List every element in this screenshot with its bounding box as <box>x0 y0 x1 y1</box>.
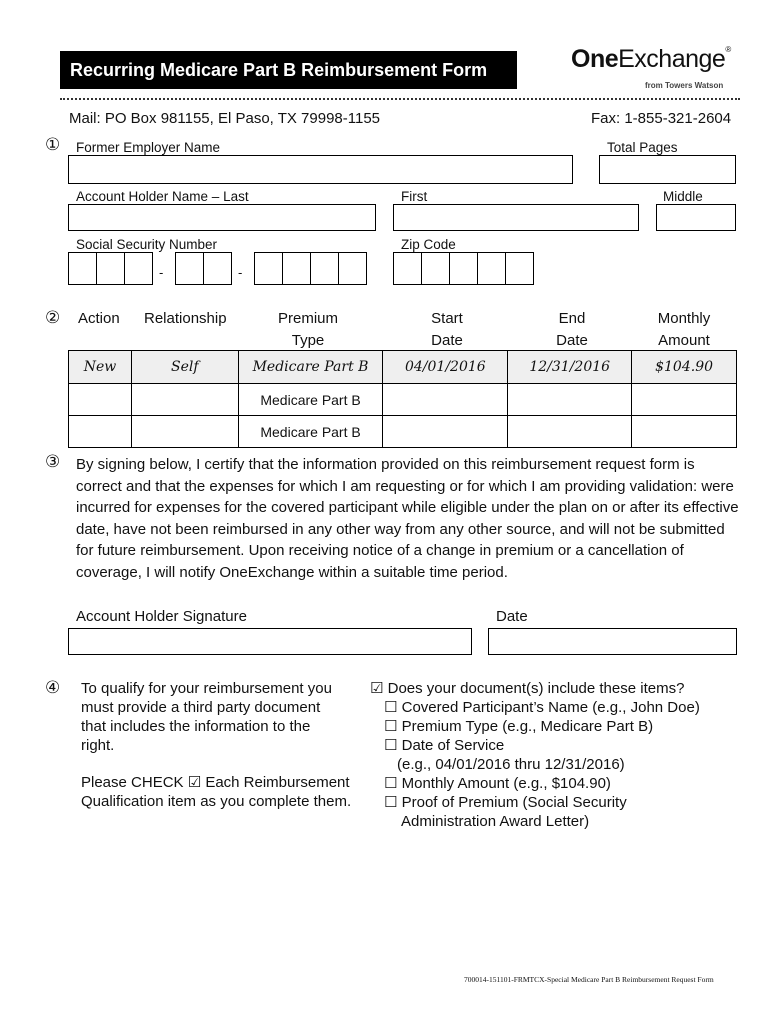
last-name-label: Account Holder Name – Last <box>76 189 249 204</box>
start-date-cell[interactable]: 04/01/2016 <box>383 351 508 384</box>
action-cell[interactable]: New <box>69 351 132 384</box>
checklist-item[interactable]: ☐ Premium Type (e.g., Medicare Part B) <box>384 718 654 735</box>
relationship-cell[interactable]: Self <box>131 351 238 384</box>
mail-address: Mail: PO Box 981155, El Paso, TX 79998-1155 <box>69 110 381 127</box>
table-row <box>69 351 737 384</box>
checklist-item[interactable]: ☐ Monthly Amount (e.g., $104.90) <box>384 775 611 792</box>
col-header-end-line1: End <box>558 310 586 327</box>
form-code-footer: 700014-151101-FRMTCX-Special Medicare Part B Reimbursement Request Form <box>464 975 714 984</box>
col-header-start-date <box>397 308 497 352</box>
ssn-serial-field[interactable] <box>254 252 366 285</box>
end-date-cell[interactable]: 12/31/2016 <box>508 351 632 384</box>
checklist-question[interactable]: ☑ Does your document(s) include these items? <box>370 680 685 697</box>
signature-date-label: Date <box>496 608 528 625</box>
col-header-start-line2: Date <box>431 332 463 349</box>
end-date-cell[interactable] <box>508 416 632 448</box>
logo-one: One <box>571 45 619 73</box>
last-name-field[interactable] <box>68 204 376 231</box>
monthly-amount-cell[interactable] <box>632 416 737 448</box>
relationship-cell[interactable] <box>131 416 238 448</box>
premium-type-cell: Medicare Part B <box>238 416 383 448</box>
section-4-marker: ④ <box>45 678 61 697</box>
instruction-line: Qualification item as you complete them. <box>81 793 352 810</box>
fax-number: Fax: 1-855-321-2604 <box>591 110 732 127</box>
instruction-line: To qualify for your reimbursement you <box>81 680 332 697</box>
first-name-field[interactable] <box>393 204 639 231</box>
col-header-monthly-line1: Monthly <box>657 310 711 327</box>
instruction-line: that includes the information to the <box>81 718 311 735</box>
former-employer-field[interactable] <box>68 155 573 184</box>
monthly-amount-cell[interactable] <box>632 384 737 416</box>
signature-field[interactable] <box>68 628 472 655</box>
checklist-item[interactable]: ☐ Date of Service <box>384 737 505 754</box>
col-header-premium-line2: Type <box>291 332 325 349</box>
col-header-monthly-amount <box>634 308 734 352</box>
checklist-item-detail: (e.g., 04/01/2016 thru 12/31/2016) <box>397 756 625 773</box>
col-header-premium-type <box>258 308 358 352</box>
instruction-line: Please CHECK ☑ Each Reimbursement <box>81 774 350 791</box>
signature-date-field[interactable] <box>488 628 737 655</box>
section-2-marker: ② <box>45 308 61 327</box>
former-employer-label: Former Employer Name <box>76 140 221 155</box>
total-pages-label: Total Pages <box>607 140 678 155</box>
logo-subtitle: from Towers Watson <box>645 81 724 90</box>
ssn-area-field[interactable] <box>68 252 152 285</box>
total-pages-field[interactable] <box>599 155 736 184</box>
col-header-action: Action <box>78 310 120 327</box>
checklist-item[interactable]: ☐ Covered Participant’s Name (e.g., John Doe) <box>384 699 700 716</box>
relationship-cell[interactable] <box>131 384 238 416</box>
start-date-cell[interactable] <box>383 384 508 416</box>
middle-name-field[interactable] <box>656 204 736 231</box>
section-1-marker: ① <box>45 135 61 154</box>
ssn-group-field[interactable] <box>175 252 231 285</box>
zip-code-label: Zip Code <box>401 237 456 252</box>
logo-exchange: Exchange <box>618 45 726 73</box>
start-date-cell[interactable] <box>383 416 508 448</box>
certification-text: By signing below, I certify that the information provided on this reimbursement request form is correct and that the expenses for which I am requesting or for which I am providing validation: were incurred for expenses for the covered participant while eligible under the plan on or after its effective date, have not been reimbursed in any other way from any other source, and will not be submitted for future reimbursement. Upon receiving notice of a change in premium or a cancellation of coverage, I will notify OneExchange within a suitable time period. <box>76 456 739 581</box>
ssn-dash-1: - <box>159 265 164 280</box>
ssn-dash-2: - <box>238 265 243 280</box>
col-header-monthly-line2: Amount <box>658 332 710 349</box>
col-header-relationship: Relationship <box>144 310 227 327</box>
qualification-instructions <box>81 679 351 811</box>
checklist-item-detail: Administration Award Letter) <box>401 813 590 830</box>
section-3-marker: ③ <box>45 452 61 471</box>
logo-registered: ® <box>725 45 731 54</box>
premium-type-cell[interactable]: Medicare Part B <box>238 351 383 384</box>
col-header-end-line2: Date <box>556 332 588 349</box>
table-row <box>69 416 737 448</box>
col-header-start-line1: Start <box>431 310 463 327</box>
zip-code-field[interactable] <box>393 252 533 285</box>
end-date-cell[interactable] <box>508 384 632 416</box>
oneexchange-logo <box>571 45 731 74</box>
col-header-end-date <box>522 308 622 352</box>
ssn-label: Social Security Number <box>76 237 218 252</box>
col-header-premium-line1: Premium <box>277 310 338 327</box>
premium-table <box>68 350 737 448</box>
signature-label: Account Holder Signature <box>76 608 247 625</box>
table-row <box>69 384 737 416</box>
action-cell[interactable] <box>69 416 132 448</box>
header-divider <box>60 98 740 100</box>
first-name-label: First <box>401 189 428 204</box>
qualification-checklist <box>370 679 700 831</box>
instruction-line: right. <box>81 737 115 754</box>
action-cell[interactable] <box>69 384 132 416</box>
checklist-item[interactable]: ☐ Proof of Premium (Social Security <box>384 794 627 811</box>
monthly-amount-cell[interactable]: $104.90 <box>632 351 737 384</box>
form-title: Recurring Medicare Part B Reimbursement Form <box>60 51 517 89</box>
instruction-line: must provide a third party document <box>81 699 321 716</box>
middle-name-label: Middle <box>663 189 703 204</box>
premium-type-cell: Medicare Part B <box>238 384 383 416</box>
